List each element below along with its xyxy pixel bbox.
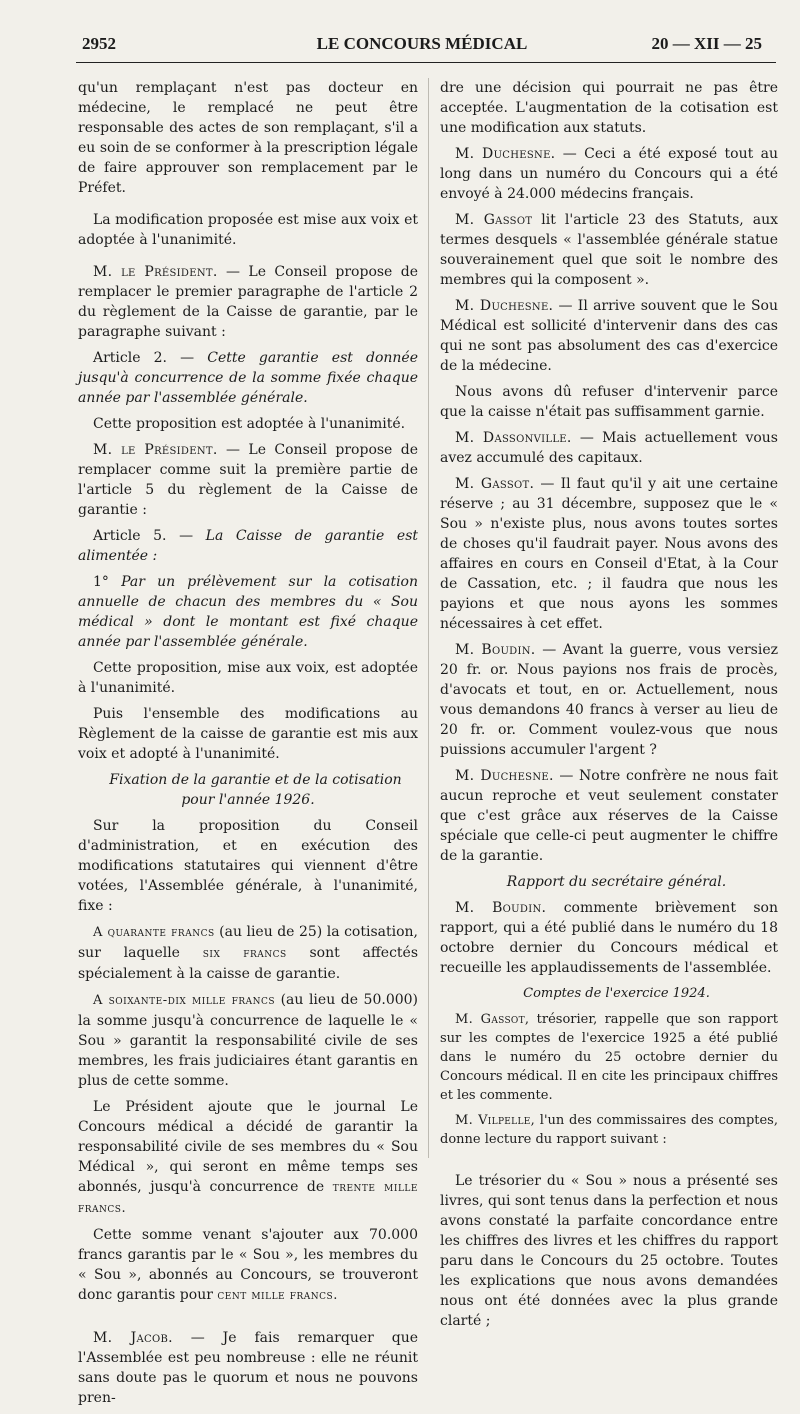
paragraph: Cette proposition est adoptée à l'unanimité.	[93, 416, 406, 432]
paragraph: dre une décision qui pourrait ne pas être acceptée. L'augmentation de la cotisation est une modification aux statuts.	[440, 80, 778, 136]
speaker-name: M. Jacob.	[93, 1330, 173, 1346]
paragraph: M. Duchesne. — Il arrive souvent que le Sou Médical est sollicité d'intervenir dans des cas qui ne sont pas absolument des cas d'exercice de la médecine.	[440, 298, 778, 374]
speaker-name: M. le Président.	[93, 264, 218, 280]
speaker-name: M. Duchesne.	[455, 768, 554, 784]
speaker-name: M. Gassot,	[455, 1012, 530, 1027]
paragraph: M. Gassot lit l'article 23 des Statuts, aux termes desquels « l'assemblée générale statue souverainement quel que soit le nombre des membres qui la composent ».	[440, 212, 778, 288]
speaker-name: M. Dassonville.	[455, 430, 572, 446]
article-text: 1° Par un prélèvement sur la cotisation annuelle de chacun des membres du « Sou médical » dont le montant est fixé chaque année par l'assemblée générale.	[78, 574, 419, 650]
issue-date: 20 — XII — 25	[651, 34, 762, 53]
paragraph: M. Dassonville. — Mais actuellement vous avez accumulé des capitaux.	[440, 430, 778, 466]
page-number: 2952	[82, 34, 116, 53]
paragraph: M. le Président. — Le Conseil propose de remplacer le premier paragraphe de l'article 2 du règlement de la Caisse de garantie, par le paragraphe suivant :	[78, 264, 418, 340]
speaker-name: M. le Président.	[93, 442, 218, 458]
paragraph: Cette proposition, mise aux voix, est adoptée à l'unanimité.	[78, 660, 418, 696]
paragraph: M. Jacob. — Je fais remarquer que l'Assemblée est peu nombreuse : elle ne réunit sans doute pas le quorum et nous ne pouvons pren-	[78, 1330, 418, 1406]
treasurer-section	[440, 1010, 778, 1149]
article-text: Article 2. — Cette garantie est donnée jusqu'à concurrence de la somme fixée chaque année par l'assemblée générale.	[78, 350, 419, 406]
paragraph: Puis l'ensemble des modifications au Règlement de la caisse de garantie est mis aux voix et adopté à l'unanimité.	[78, 706, 418, 762]
paragraph: Nous avons dû refuser d'intervenir parce que la caisse n'était pas suffisamment garnie.	[440, 384, 778, 420]
speaker-name: M. Boudin.	[455, 642, 536, 658]
paragraph: M. Duchesne. — Notre confrère ne nous fait aucun reproche et veut seulement constater que c'est grâce aux réserves de la Caisse spéciale que celle-ci peut augmenter le chiffre de la garantie.	[440, 768, 778, 864]
paragraph: La modification proposée est mise aux voix et adoptée à l'unanimité.	[78, 212, 418, 248]
speaker-name: M. Boudin.	[455, 900, 547, 916]
paragraph: M. le Président. — Le Conseil propose de remplacer comme suit la première partie de l'article 5 du règlement de la Caisse de garantie :	[78, 442, 418, 518]
journal-title: LE CONCOURS MÉDICAL	[316, 34, 528, 53]
paragraph: M. Boudin. — Avant la guerre, vous versiez 20 fr. or. Nous payions nos frais de procès, d'avocats et tout, en or. Actuellement, nous vous demandons 40 francs à verser au lieu de 20 fr. or. Comment voulez-vous que nous puissions accumuler l'argent ?	[440, 642, 778, 758]
paragraph: qu'un remplaçant n'est pas docteur en médecine, le remplacé ne peut être responsable des actes de son remplaçant, s'il a eu soin de se conformer à la prescription légale de faire approuver son remplacement par le Préfet.	[78, 80, 418, 196]
paragraph: Le trésorier du « Sou » nous a présenté ses livres, qui sont tenus dans la perfection et nous avons constaté la parfaite concordance entre les chiffres des livres et les chiffres du rapport paru dans le Concours du 25 octobre. Toutes les explications que nous avons demandées nous ont été données avec la plus grande clarté ;	[440, 1173, 778, 1329]
paragraph: Cette somme venant s'ajouter aux 70.000 francs garantis par le « Sou », les membres du « Sou », abonnés au Concours, se trouveront donc garantis pour cent mille francs.	[78, 1227, 418, 1303]
speaker-name: M. Duchesne.	[455, 146, 556, 162]
paragraph: M. Boudin. commente brièvement son rapport, qui a été publié dans le numéro du 18 octobre dernier du Concours médical et recueille les applaudissements de l'assemblée.	[440, 900, 778, 976]
section-title: Rapport du secrétaire général.	[506, 874, 727, 890]
paragraph: M. Gassot. — Il faut qu'il y ait une certaine réserve ; au 31 décembre, supposez que le « Sou » n'existe plus, nous avons toutes sortes de choses qu'il faudrait payer. Nous avons des affaires en cours en Conseil d'Etat, à la Cour de Cassation, etc. ; il faudra que nous les payions et que nous ayons les sommes nécessaires à cet effet.	[440, 476, 779, 632]
speaker-name: M. Gassot	[455, 212, 533, 228]
header-rule	[76, 62, 776, 63]
paragraph: Sur la proposition du Conseil d'administration, et en exécution des modifications statutaires qui viennent d'être votées, l'Assemblée générale, à l'unanimité, fixe :	[78, 818, 418, 914]
speaker-name: M. Vilpelle,	[455, 1113, 536, 1128]
right-column	[440, 78, 778, 1337]
left-column	[78, 78, 418, 1414]
paragraph: A quarante francs (au lieu de 25) la cotisation, sur laquelle six francs sont affectés spécialement à la caisse de garantie.	[78, 924, 418, 982]
page-header	[82, 34, 762, 60]
section-subtitle: Comptes de l'exercice 1924.	[523, 986, 710, 1001]
paragraph: A soixante-dix mille francs (au lieu de 50.000) la somme jusqu'à concurrence de laquelle le « Sou » garantit la responsabilité civile de ses membres, les frais judiciaires étant garantis en plus de cette somme.	[78, 992, 419, 1089]
paragraph: M. Gassot, trésorier, rappelle que son rapport sur les comptes de l'exercice 1925 a été publié dans le numéro du 25 octobre dernier du Concours médical. Il en cite les principaux chiffres et les commente.	[440, 1012, 778, 1103]
section-title: Fixation de la garantie et de la cotisation pour l'année 1926.	[109, 772, 402, 808]
speaker-name: M. Gassot.	[455, 476, 535, 492]
paragraph: Le Président ajoute que le journal Le Concours médical a décidé de garantir la responsabilité civile de ses membres du « Sou Médical », qui seront en même temps ses abonnés, jusqu'à concurrence de trente mille francs.	[78, 1099, 418, 1216]
column-divider	[428, 78, 429, 1158]
article-text: Article 5. — La Caisse de garantie est alimentée :	[78, 528, 419, 564]
paragraph: M. Duchesne. — Ceci a été exposé tout au long dans un numéro du Concours qui a été envoyé à 24.000 médecins français.	[440, 146, 778, 202]
paragraph: M. Vilpelle, l'un des commissaires des comptes, donne lecture du rapport suivant :	[440, 1113, 778, 1147]
speaker-name: M. Duchesne.	[455, 298, 554, 314]
